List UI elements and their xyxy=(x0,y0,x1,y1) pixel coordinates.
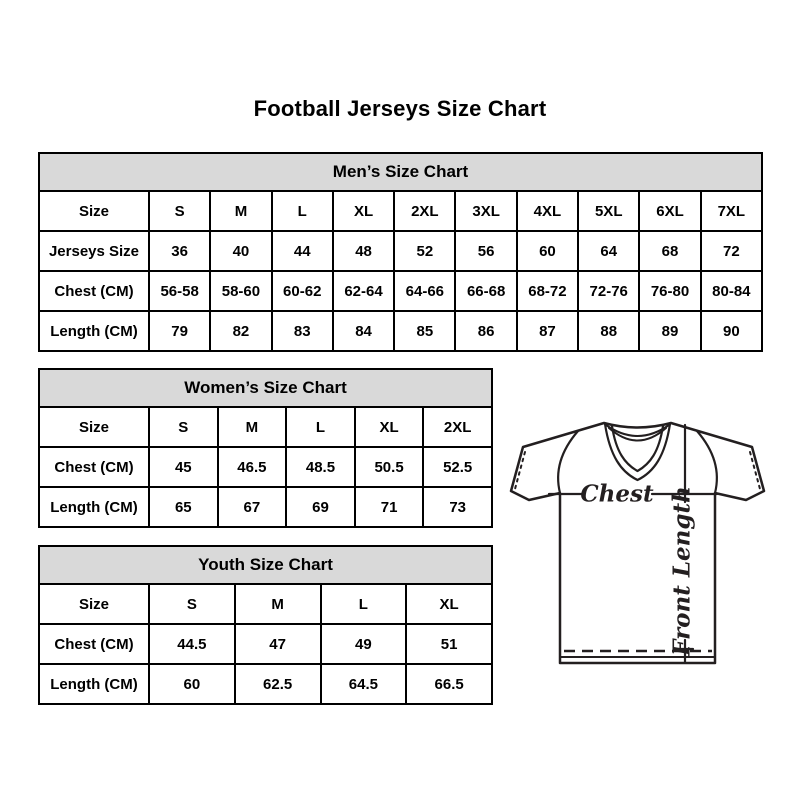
mens-cell-0-9: 6XL xyxy=(639,191,700,231)
womens-cell-0-0: Size xyxy=(39,407,149,447)
mens-table-title: Men’s Size Chart xyxy=(39,153,762,191)
mens-cell-0-5: 2XL xyxy=(394,191,455,231)
mens-cell-2-5: 64-66 xyxy=(394,271,455,311)
mens-cell-0-2: M xyxy=(210,191,271,231)
womens-cell-2-3: 69 xyxy=(286,487,355,527)
mens-cell-1-7: 60 xyxy=(517,231,578,271)
chest-label: Chest xyxy=(580,480,654,508)
mens-cell-1-6: 56 xyxy=(455,231,516,271)
womens-cell-1-3: 48.5 xyxy=(286,447,355,487)
youth-cell-0-1: S xyxy=(149,584,235,624)
mens-cell-0-10: 7XL xyxy=(701,191,762,231)
mens-cell-3-0: Length (CM) xyxy=(39,311,149,351)
jersey-measurement-diagram xyxy=(498,398,788,683)
mens-cell-0-3: L xyxy=(272,191,333,231)
mens-cell-2-9: 76-80 xyxy=(639,271,700,311)
mens-cell-3-1: 79 xyxy=(149,311,210,351)
youth-cell-2-4: 66.5 xyxy=(406,664,492,704)
womens-size-table xyxy=(38,368,493,528)
mens-cell-1-0: Jerseys Size xyxy=(39,231,149,271)
youth-size-table xyxy=(38,545,493,705)
mens-cell-3-10: 90 xyxy=(701,311,762,351)
youth-cell-1-0: Chest (CM) xyxy=(39,624,149,664)
mens-row-2 xyxy=(39,271,762,311)
womens-row-0 xyxy=(39,407,492,447)
mens-cell-3-8: 88 xyxy=(578,311,639,351)
jersey-outline xyxy=(511,423,764,663)
mens-cell-1-1: 36 xyxy=(149,231,210,271)
mens-cell-0-1: S xyxy=(149,191,210,231)
womens-cell-2-2: 67 xyxy=(218,487,287,527)
mens-cell-3-2: 82 xyxy=(210,311,271,351)
womens-row-1 xyxy=(39,447,492,487)
mens-cell-1-3: 44 xyxy=(272,231,333,271)
mens-cell-0-0: Size xyxy=(39,191,149,231)
youth-row-2 xyxy=(39,664,492,704)
mens-cell-0-6: 3XL xyxy=(455,191,516,231)
mens-cell-3-4: 84 xyxy=(333,311,394,351)
womens-cell-0-5: 2XL xyxy=(423,407,492,447)
youth-cell-0-0: Size xyxy=(39,584,149,624)
youth-row-1 xyxy=(39,624,492,664)
mens-cell-3-7: 87 xyxy=(517,311,578,351)
womens-cell-0-4: XL xyxy=(355,407,424,447)
womens-cell-1-0: Chest (CM) xyxy=(39,447,149,487)
womens-cell-1-4: 50.5 xyxy=(355,447,424,487)
womens-cell-2-5: 73 xyxy=(423,487,492,527)
womens-row-2 xyxy=(39,487,492,527)
womens-cell-2-4: 71 xyxy=(355,487,424,527)
mens-cell-3-3: 83 xyxy=(272,311,333,351)
womens-cell-2-1: 65 xyxy=(149,487,218,527)
mens-cell-2-0: Chest (CM) xyxy=(39,271,149,311)
youth-cell-0-3: L xyxy=(321,584,407,624)
mens-cell-3-5: 85 xyxy=(394,311,455,351)
youth-cell-0-4: XL xyxy=(406,584,492,624)
womens-cell-0-2: M xyxy=(218,407,287,447)
mens-cell-2-1: 56-58 xyxy=(149,271,210,311)
youth-row-0 xyxy=(39,584,492,624)
mens-cell-1-5: 52 xyxy=(394,231,455,271)
youth-cell-1-2: 47 xyxy=(235,624,321,664)
mens-row-0 xyxy=(39,191,762,231)
womens-cell-0-1: S xyxy=(149,407,218,447)
mens-cell-1-8: 64 xyxy=(578,231,639,271)
womens-cell-2-0: Length (CM) xyxy=(39,487,149,527)
mens-cell-1-10: 72 xyxy=(701,231,762,271)
womens-cell-1-1: 45 xyxy=(149,447,218,487)
mens-cell-2-3: 60-62 xyxy=(272,271,333,311)
mens-cell-2-10: 80-84 xyxy=(701,271,762,311)
womens-cell-0-3: L xyxy=(286,407,355,447)
youth-cell-2-3: 64.5 xyxy=(321,664,407,704)
mens-cell-2-2: 58-60 xyxy=(210,271,271,311)
mens-cell-0-4: XL xyxy=(333,191,394,231)
mens-cell-3-6: 86 xyxy=(455,311,516,351)
mens-cell-2-6: 66-68 xyxy=(455,271,516,311)
mens-cell-2-8: 72-76 xyxy=(578,271,639,311)
youth-table-title: Youth Size Chart xyxy=(39,546,492,584)
womens-cell-1-5: 52.5 xyxy=(423,447,492,487)
youth-cell-0-2: M xyxy=(235,584,321,624)
mens-cell-1-4: 48 xyxy=(333,231,394,271)
mens-cell-3-9: 89 xyxy=(639,311,700,351)
mens-cell-2-7: 68-72 xyxy=(517,271,578,311)
mens-cell-1-9: 68 xyxy=(639,231,700,271)
youth-cell-1-1: 44.5 xyxy=(149,624,235,664)
mens-cell-0-8: 5XL xyxy=(578,191,639,231)
mens-cell-1-2: 40 xyxy=(210,231,271,271)
mens-size-table xyxy=(38,152,763,352)
mens-row-1 xyxy=(39,231,762,271)
youth-cell-2-0: Length (CM) xyxy=(39,664,149,704)
mens-row-3 xyxy=(39,311,762,351)
youth-cell-1-4: 51 xyxy=(406,624,492,664)
mens-cell-2-4: 62-64 xyxy=(333,271,394,311)
page-title: Football Jerseys Size Chart xyxy=(253,96,547,121)
youth-cell-2-2: 62.5 xyxy=(235,664,321,704)
youth-cell-1-3: 49 xyxy=(321,624,407,664)
mens-cell-0-7: 4XL xyxy=(517,191,578,231)
womens-table-title: Women’s Size Chart xyxy=(39,369,492,407)
womens-cell-1-2: 46.5 xyxy=(218,447,287,487)
front-length-label: Front Length xyxy=(668,486,696,656)
youth-cell-2-1: 60 xyxy=(149,664,235,704)
